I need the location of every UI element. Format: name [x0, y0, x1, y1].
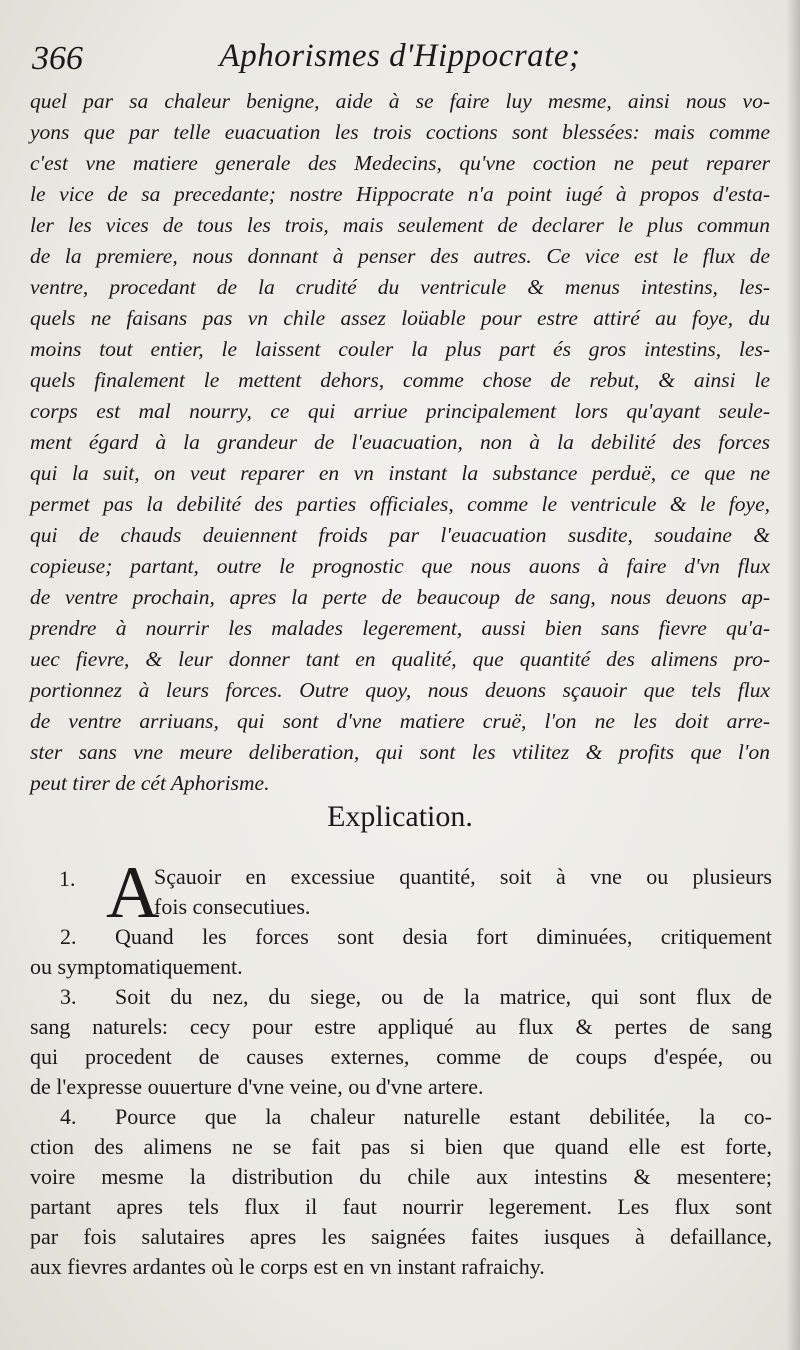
- note-line: Sçauoir en excessiue quantité, soit à vne ou plusieurs: [154, 864, 772, 889]
- text-line: peut tirer de cét Aphorisme.: [30, 771, 270, 795]
- drop-cap: A: [106, 852, 160, 934]
- text-line: qui la suit, on veut reparer en vn instant la substance perduë, ce que ne: [30, 461, 770, 485]
- text-line: qui de chauds deuiennent froids par l'euacuation susdite, soudaine &: [30, 523, 770, 547]
- text-line: ment égard à la grandeur de l'euacuation, non à la debilité des forces: [30, 430, 770, 454]
- note-line: qui procedent de causes externes, comme de coups d'espée, ou: [30, 1044, 772, 1069]
- note-line: fois consecutiues.: [154, 894, 311, 919]
- text-line: uec fievre, & leur donner tant en qualité, que quantité des alimens pro-: [30, 647, 770, 671]
- note-number: 3.: [60, 984, 77, 1009]
- note-line-text: Quand les forces sont desia fort diminuées, critiquement: [115, 924, 772, 949]
- text-line: ventre, procedant de la crudité du ventricule & menus intestins, les-: [30, 275, 770, 299]
- note-line: sang naturels: cecy pour estre appliqué au flux & pertes de sang: [30, 1014, 772, 1039]
- page-header: [30, 36, 770, 86]
- note-line: voire mesme la distribution du chile aux intestins & mesentere;: [30, 1164, 772, 1189]
- section-title: Explication.: [327, 800, 473, 833]
- text-line: quels finalement le mettent dehors, comme chose de rebut, & ainsi le: [30, 368, 770, 392]
- text-line: prendre à nourrir les malades legerement, aussi bien sans fievre qu'a-: [30, 616, 770, 640]
- note-item: [30, 922, 772, 982]
- note-line-text: Pource que la chaleur naturelle estant debilitée, la co-: [115, 1104, 772, 1129]
- text-line: de ventre arriuans, qui sont d'vne matiere cruë, l'on ne les doit arre-: [30, 709, 770, 733]
- text-line: ster sans vne meure deliberation, qui sont les vtilitez & profits que l'on: [30, 740, 770, 764]
- note-line: par fois salutaires apres les saignées faites iusques à defaillance,: [30, 1224, 772, 1249]
- text-line: quel par sa chaleur benigne, aide à se faire luy mesme, ainsi nous vo-: [30, 89, 770, 113]
- note-line: aux fievres ardantes où le corps est en vn instant rafraichy.: [30, 1254, 545, 1279]
- text-line: corps est mal nourry, ce qui arriue principalement lors qu'ayant seule-: [30, 399, 770, 423]
- note-number: 2.: [60, 924, 77, 949]
- page-binding-shadow: [786, 0, 800, 1350]
- note-item: [30, 982, 772, 1102]
- page-number: 366: [32, 40, 83, 77]
- note-line: ou symptomatiquement.: [30, 954, 243, 979]
- explication-notes: [30, 852, 772, 1282]
- text-line: de la premiere, nous donnant à penser des autres. Ce vice est le flux de: [30, 244, 770, 268]
- text-line: yons que par telle euacuation les trois coctions sont blessées: mais comme: [30, 120, 770, 144]
- text-line: moins tout entier, le laissent couler la plus part és gros intestins, les-: [30, 337, 770, 361]
- note-item: [59, 852, 772, 934]
- text-line: le vice de sa precedante; nostre Hippocrate n'a point iugé à propos d'esta-: [30, 182, 770, 206]
- note-item: [30, 1102, 772, 1282]
- note-line: ction des alimens ne se fait pas si bien que quand elle est forte,: [30, 1134, 772, 1159]
- note-line: [60, 982, 772, 1012]
- text-line: copieuse; partant, outre le prognostic que nous auons à faire d'vn flux: [30, 554, 770, 578]
- note-line: [60, 922, 772, 952]
- text-line: permet pas la debilité des parties officiales, comme le ventricule & le foye,: [30, 492, 770, 516]
- note-line-text: Soit du nez, du siege, ou de la matrice, qui sont flux de: [115, 984, 772, 1009]
- text-line: de ventre prochain, apres la perte de beaucoup de sang, nous deuons ap-: [30, 585, 770, 609]
- note-number: 4.: [60, 1104, 77, 1129]
- text-line: c'est vne matiere generale des Medecins, qu'vne coction ne peut reparer: [30, 151, 770, 175]
- commentary-paragraph: [30, 86, 770, 799]
- note-number: 1.: [59, 866, 76, 891]
- running-head: Aphorismes d'Hippocrate;: [219, 38, 581, 74]
- text-line: portionnez à leurs forces. Outre quoy, nous deuons sçauoir que tels flux: [30, 678, 770, 702]
- text-line: quels ne faisans pas vn chile assez loüable pour estre attiré au foye, du: [30, 306, 770, 330]
- text-line: ler les vices de tous les trois, mais seulement de declarer le plus commun: [30, 213, 770, 237]
- note-line: partant apres tels flux il faut nourrir legerement. Les flux sont: [30, 1194, 772, 1219]
- note-line: [60, 1102, 772, 1132]
- note-line: de l'expresse ouuerture d'vne veine, ou d'vne artere.: [30, 1074, 484, 1099]
